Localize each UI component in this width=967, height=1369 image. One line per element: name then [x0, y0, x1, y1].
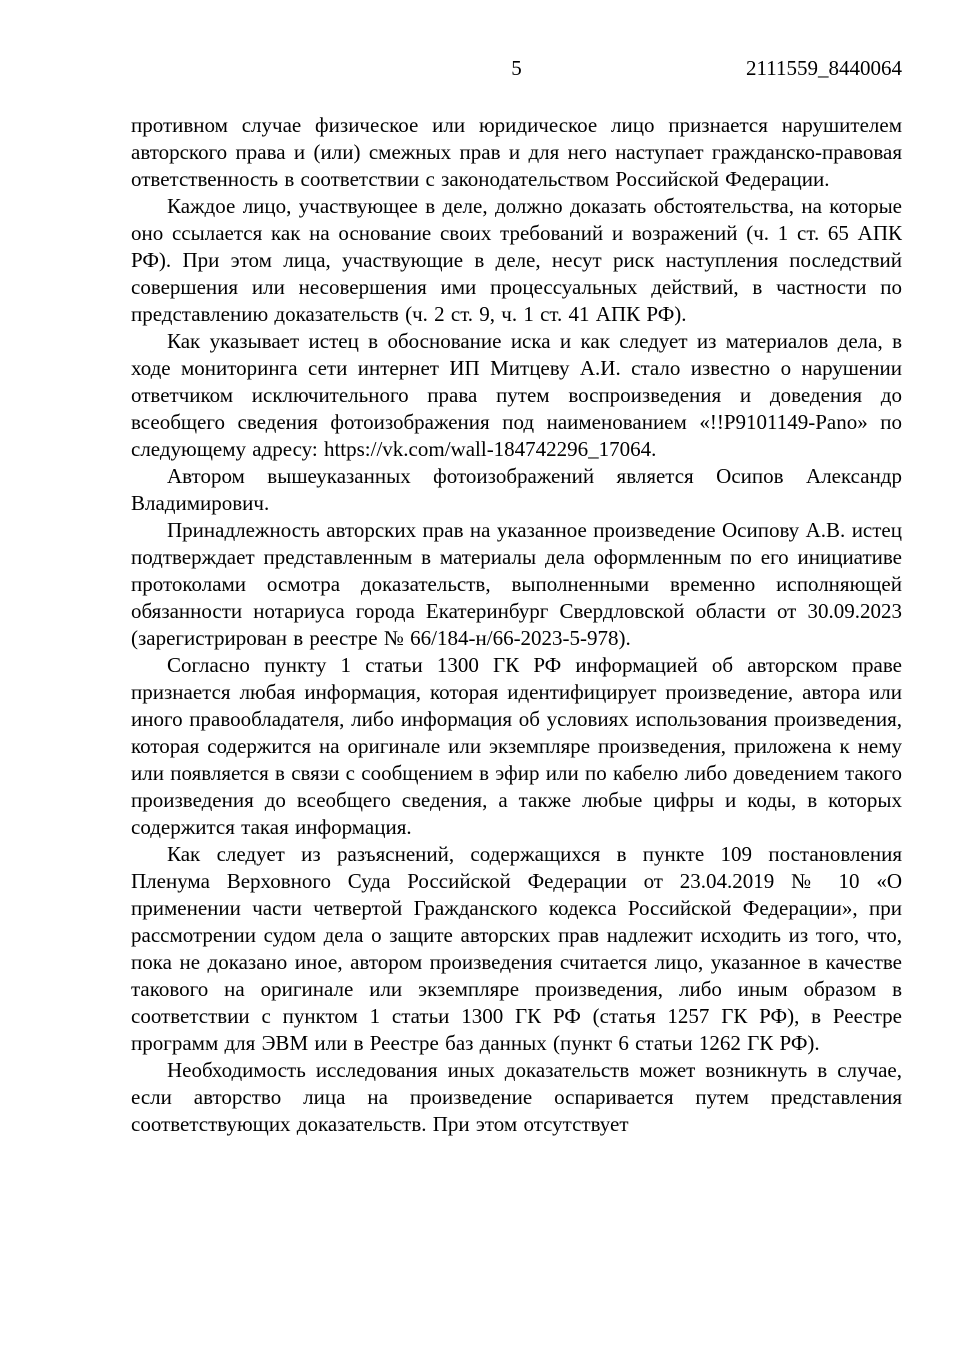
paragraph-liability-continuation: противном случае физическое или юридическое лицо признается нарушителем авторского права и (или) смежных прав и для него наступает гражданско-правовая ответственность в соответствии с законодательством Российской Федерации. [131, 113, 902, 191]
paragraph-article-1300: Согласно пункту 1 статьи 1300 ГК РФ информацией об авторском праве признается любая информация, которая идентифицирует произведение, автора или иного правообладателя, либо информация об условиях использования произведения, которая содержится на оригинале или экземпляре произведения, приложена к нему или появляется в связи с сообщением в эфир или по кабелю либо доведением такого произведения до всеобщего сведения, а также любые цифры и коды, в которых содержится такая информация. [131, 653, 902, 839]
document-body [131, 112, 902, 1138]
paragraph-notary-protocols: Принадлежность авторских прав на указанное произведение Осипову А.В. истец подтверждает представленным в материалы дела оформленным по его инициативе протоколами осмотра доказательств, выполненными временно исполняющей обязанности нотариуса города Екатеринбург Свердловской области от 30.09.2023 (зарегистрирован в реестре № 66/184-н/66-2023-5-978). [131, 518, 902, 650]
paragraph-claim-basis: Как указывает истец в обоснование иска и как следует из материалов дела, в ходе мониторинга сети интернет ИП Митцеву А.И. стало известно о нарушении ответчиком исключительного права путем воспроизведения и доведения до всеобщего сведения фотоизображения под наименованием «!!P9101149-Pano» по следующему адресу: https://vk.com/wall-184742296_17064. [131, 329, 902, 461]
paragraph-burden-of-proof: Каждое лицо, участвующее в деле, должно доказать обстоятельства, на которые оно ссылается как на основание своих требований и возражений (ч. 1 ст. 65 АПК РФ). При этом лица, участвующие в деле, несут риск наступления последствий совершения или несовершения ими процессуальных действий, в частности по представлению доказательств (ч. 2 ст. 9, ч. 1 ст. 41 АПК РФ). [131, 194, 902, 326]
paragraph-author-name: Автором вышеуказанных фотоизображений является Осипов Александр Владимирович. [131, 464, 902, 515]
page-header [131, 57, 902, 79]
paragraph-other-evidence: Необходимость исследования иных доказательств может возникнуть в случае, если авторство лица на произведение оспаривается путем представления соответствующих доказательств. При этом отсутствует [131, 1058, 902, 1136]
paragraph-plenum-clarification: Как следует из разъяснений, содержащихся в пункте 109 постановления Пленума Верховного Суда Российской Федерации от 23.04.2019 № 10 «О применении части четвертой Гражданского кодекса Российской Федерации», при рассмотрении судом дела о защите авторских прав надлежит исходить из того, что, пока не доказано иное, автором произведения считается лицо, указанное в качестве такового на оригинале или экземпляре произведения, либо иным образом в соответствии с пунктом 1 статьи 1300 ГК РФ (статья 1257 ГК РФ), в Реестре программ для ЭВМ или в Реестре баз данных (пункт 6 статьи 1262 ГК РФ). [131, 842, 902, 1055]
document-id: 2111559_8440064 [746, 56, 902, 80]
page-number: 5 [511, 56, 522, 80]
